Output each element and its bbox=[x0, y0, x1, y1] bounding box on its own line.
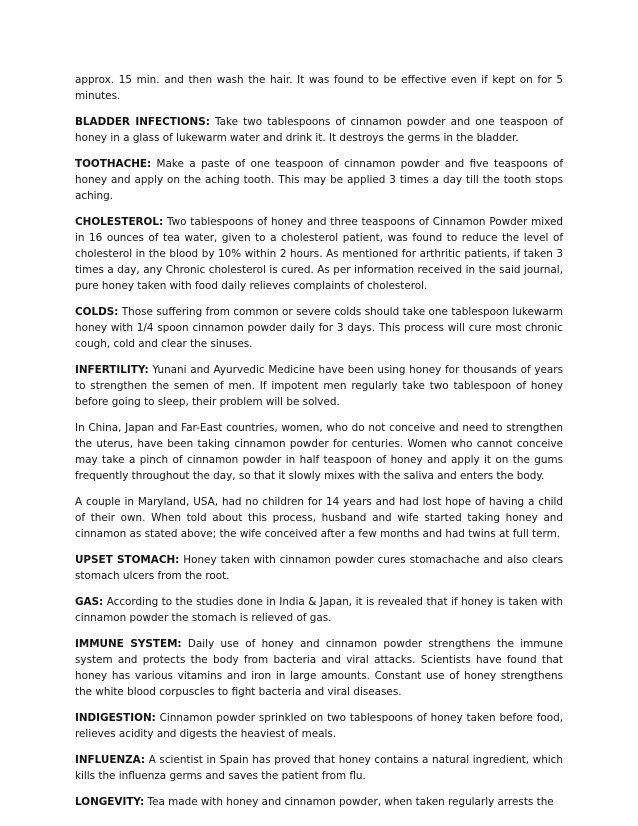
section-heading: INFLUENZA: bbox=[75, 754, 146, 766]
paragraph-indigestion bbox=[75, 710, 563, 742]
paragraph-body: Yunani and Ayurvedic Medicine have been using honey for thousands of years to strengthen the semen of men. If impotent men regularly take two tablespoon of honey before going to sleep, their problem will be solved. bbox=[75, 364, 563, 408]
paragraph-body: Honey taken with cinnamon powder cures stomachache and also clears stomach ulcers from the root. bbox=[75, 554, 563, 582]
paragraph-body: Cinnamon powder sprinkled on two tablespoons of honey taken before food, relieves acidity and digests the heaviest of meals. bbox=[75, 712, 564, 740]
paragraph-infertility bbox=[75, 362, 563, 410]
section-heading: INFERTILITY: bbox=[75, 364, 149, 376]
paragraph-toothache bbox=[75, 156, 563, 204]
section-heading: TOOTHACHE: bbox=[75, 158, 152, 170]
paragraph-body: Two tablespoons of honey and three teaspoons of Cinnamon Powder mixed in 16 ounces of tea water, given to a cholesterol patient, was found to reduce the level of cholesterol in the blood by 10% within 2 hours. As mentioned for arthritic patients, if taken 3 times a day, any Chronic cholesterol is cured. As per information received in the said journal, pure honey taken with food daily relieves complaints of cholesterol. bbox=[75, 216, 563, 292]
paragraph-maryland-couple bbox=[75, 494, 563, 542]
paragraph-china-japan bbox=[75, 420, 563, 484]
paragraph-longevity bbox=[75, 794, 563, 810]
section-heading: LONGEVITY: bbox=[75, 796, 145, 808]
section-heading: GAS: bbox=[75, 596, 104, 608]
paragraph-body: Take two tablespoons of cinnamon powder and one teaspoon of honey in a glass of lukewarm water and drink it. It destroys the germs in the bladder. bbox=[75, 116, 563, 144]
document-page bbox=[75, 72, 563, 820]
paragraph-body: In China, Japan and Far-East countries, women, who do not conceive and need to strengthen the uterus, have been taking cinnamon powder for centuries. Women who cannot conceive may take a pinch of cinnamon powder in half teaspoon of honey and apply it on the gums frequently throughout the day, so that it slowly mixes with the saliva and enters the body. bbox=[75, 422, 563, 482]
paragraph-upset-stomach bbox=[75, 552, 563, 584]
paragraph-body: According to the studies done in India & Japan, it is revealed that if honey is taken with cinnamon powder the stomach is relieved of gas. bbox=[75, 596, 563, 624]
paragraph-body: approx. 15 min. and then wash the hair. It was found to be effective even if kept on for 5 minutes. bbox=[75, 74, 563, 102]
section-heading: IMMUNE SYSTEM: bbox=[75, 638, 182, 650]
paragraph-body: Daily use of honey and cinnamon powder strengthens the immune system and protects the body from bacteria and viral attacks. Scientists have found that honey has various vitamins and iron in large amounts. Constant use of honey strengthens the white blood corpuscles to fight bacteria and viral diseases. bbox=[75, 638, 563, 698]
paragraph-cholesterol bbox=[75, 214, 563, 294]
section-heading: INDIGESTION: bbox=[75, 712, 156, 724]
paragraph-body: Make a paste of one teaspoon of cinnamon powder and five teaspoons of honey and apply on the aching tooth. This may be applied 3 times a day till the tooth stops aching. bbox=[75, 158, 563, 202]
section-heading: BLADDER INFECTIONS: bbox=[75, 116, 210, 128]
paragraph-influenza bbox=[75, 752, 563, 784]
section-heading: CHOLESTEROL: bbox=[75, 216, 164, 228]
paragraph-hair-continuation bbox=[75, 72, 563, 104]
paragraph-bladder-infections bbox=[75, 114, 563, 146]
paragraph-immune-system bbox=[75, 636, 563, 700]
paragraph-body: A couple in Maryland, USA, had no children for 14 years and had lost hope of having a child of their own. When told about this process, husband and wife started taking honey and cinnamon as stated above; the wife conceived after a few months and had twins at full term. bbox=[75, 496, 563, 540]
paragraph-gas bbox=[75, 594, 563, 626]
paragraph-body: A scientist in Spain has proved that honey contains a natural ingredient, which kills the influenza germs and saves the patient from flu. bbox=[75, 754, 563, 782]
section-heading: UPSET STOMACH: bbox=[75, 554, 180, 566]
section-heading: COLDS: bbox=[75, 306, 119, 318]
paragraph-colds bbox=[75, 304, 563, 352]
paragraph-body: Those suffering from common or severe colds should take one tablespoon lukewarm honey with 1/4 spoon cinnamon powder daily for 3 days. This process will cure most chronic cough, cold and clear the sinuses. bbox=[75, 306, 563, 350]
paragraph-body: Tea made with honey and cinnamon powder, when taken regularly arrests the bbox=[147, 796, 554, 808]
